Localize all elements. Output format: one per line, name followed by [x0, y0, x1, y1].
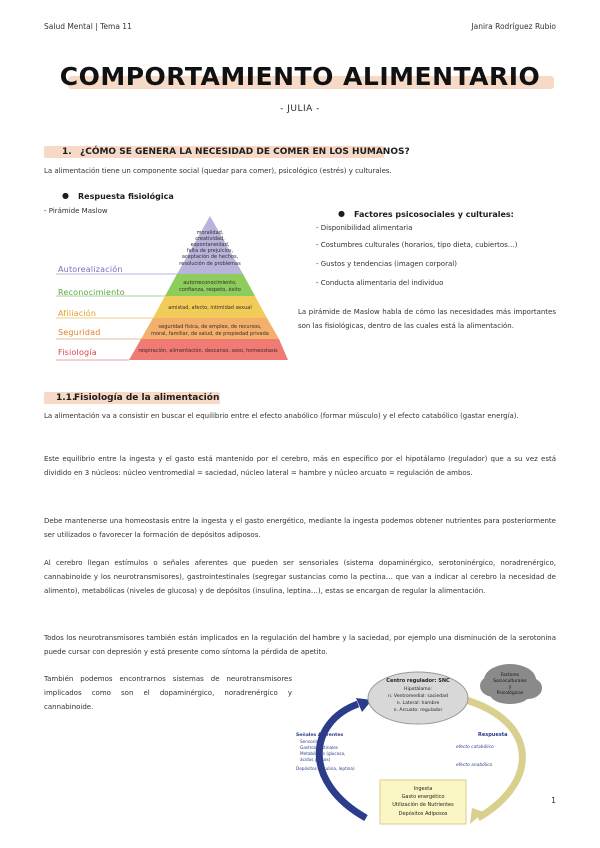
paragraph-last: También podemos encontrarnos sistemas de neurotransmisores implicados como son el dopaminérgico, noradrenérgico y cannabinoide. — [44, 675, 292, 711]
psycho-item-2: - Gustos y tendencias (imagen corporal) — [316, 260, 457, 268]
section11-number: 1.1. — [56, 393, 76, 403]
right-title: Respuesta — [478, 732, 508, 738]
psycho-item-1: - Costumbres culturales (horarios, tipo dieta, cubiertos…) — [316, 241, 518, 249]
center-line-3: n. Arcuato: regulador — [393, 708, 443, 713]
paragraph-3: Al cerebro llegan estímulos o señales aferentes que pueden ser sensoriales (sistema dopaminérgico, serotoninérgico, noradrenérgico, cannabinoide y los neurotransmisores), gastrointestinales (segregar sustancias como la pectina… que van a indicar al cerebro la necesidad de alimento), metabólicas (niveles de glucosa) y de depósitos (insulina, leptina…), estas se encargan de regular la alimentación. — [44, 559, 556, 595]
pyramid-text-esteem-1: confianza, respeto, éxito — [179, 287, 241, 293]
section1-number: 1. — [62, 147, 72, 157]
page-number: 1 — [551, 796, 557, 805]
section1-heading: ¿CÓMO SE GENERA LA NECESIDAD DE COMER EN LOS HUMANOS? — [80, 147, 410, 157]
left-line-3: ácidos grasos) — [300, 757, 331, 762]
center-line-2: n. Lateral: hambre — [396, 701, 440, 706]
pyramid-label-self: Autorealización — [58, 265, 123, 274]
psycho-item-0: - Disponibilidad alimentaria — [316, 224, 413, 232]
paragraph-0: La alimentación va a consistir en buscar el equilibrio entre el efecto anabólico (formar músculo) y el efecto catabólico (gastar energía). — [44, 412, 519, 420]
pyramid-text-self-0: moralidad, — [196, 230, 224, 236]
cloud-line-1: Socioculturales — [493, 679, 527, 684]
paragraph-1: Este equilibrio entre la ingesta y el gasto está mantenido por el cerebro, más en específico por el hipotálamo (regulador) que a su vez está dividido en 3 núcleos: núcleo ventromedial = saciedad, núcleo lateral = hambre y núcleo arcuato = regulación de ambos. — [44, 455, 556, 477]
cloud-line-2: y — [508, 685, 512, 690]
center-line-1: n. Ventromedial: saciedad — [388, 694, 448, 699]
pyramid-label-safety: Seguridad — [58, 328, 101, 337]
bottom-line-0: Ingesta — [413, 786, 433, 792]
psycho-item-3: - Conducta alimentaria del individuo — [316, 279, 444, 287]
bottom-line-1: Gasto energético — [401, 794, 445, 800]
center-line-0: Hipotálamo: — [404, 687, 432, 692]
cloud-line-0: Factores — [500, 673, 520, 678]
pyramid-label-physio: Fisiología — [58, 348, 97, 357]
pyramid-text-self-5: resolución de problemas — [179, 261, 241, 267]
pyramid-label-belonging: Afiliación — [58, 309, 97, 318]
maslow-label: - Pirámide Maslow — [44, 207, 108, 215]
header-left: Salud Mental | Tema 11 — [44, 22, 132, 31]
paragraph-2: Debe mantenerse una homeostasis entre la ingesta y el gasto energético, mediante la ingesta podemos obtener nutrientes para posteriormente ser utilizados o favorecer la formación de depósitos adiposos. — [44, 517, 556, 539]
left-line-0: Sensoriales — [300, 739, 325, 744]
feeding-regulation-diagram — [288, 662, 558, 838]
right-line-0: efecto catabólico — [456, 745, 494, 750]
pyramid-text-safety-0: seguridad física, de empleo, de recursos, — [158, 324, 262, 330]
right-line-1: efecto anabólico — [456, 763, 493, 768]
pyramid-text-physio-0: respiración, alimentación, descanso, sexo, homeostasis — [138, 348, 278, 354]
pyramid-text-self-2: espontaneidad, — [190, 242, 230, 248]
left-title: Señales Aferentes — [296, 733, 344, 738]
bottom-line-2: Utilización de Nutrientes — [392, 802, 454, 808]
left-line-4: Depósitos (insulina, leptina) — [296, 766, 355, 771]
section11-heading: Fisiología de la alimentación — [74, 393, 220, 403]
center-title: Centro regulador: SNC — [386, 678, 450, 684]
header-right: Janira Rodríguez Rubio — [471, 22, 556, 31]
page-title: COMPORTAMIENTO ALIMENTARIO — [59, 62, 541, 91]
pyramid-text-self-3: falta de prejuicios, — [186, 248, 234, 254]
left-line-2: Metabólicas (glucosa, — [300, 751, 346, 756]
physio-bullet-dot: ● — [62, 191, 69, 200]
left-line-1: Gastrointestinales — [300, 745, 338, 750]
pyramid-text-belonging-0: amistad, afecto, intimidad sexual — [168, 305, 252, 311]
bottom-line-3: Depósitos Adiposos — [398, 811, 448, 817]
cloud-line-3: Psicológicos — [496, 691, 524, 696]
pyramid-text-esteem-0: autorreconocimiento, — [183, 280, 237, 286]
pyramid-label-esteem: Reconocimiento — [58, 288, 125, 297]
psycho-bullet: Factores psicosociales y culturales: — [354, 210, 514, 219]
pyramid-text-safety-1: moral, familiar, de salud, de propiedad privada — [151, 331, 269, 337]
cycle-arrow-right — [466, 700, 522, 818]
pyramid-text-self-4: aceptación de hechos, — [181, 254, 239, 260]
page-subtitle: - JULIA - — [280, 104, 320, 114]
title-container — [0, 62, 600, 91]
psycho-note: La pirámide de Maslow habla de cómo las necesidades más importantes son las fisiológicas, dentro de las cuales está la alimentación. — [298, 308, 556, 330]
pyramid-text-self-1: creatividad, — [195, 236, 225, 242]
paragraph-4: Todos los neurotransmisores también están implicados en la regulación del hambre y la saciedad, por ejemplo una disminución de la serotonina puede cursar con depresión y está presente como síntoma la pérdida de apetito. — [44, 634, 556, 656]
physio-bullet: Respuesta fisiológica — [78, 192, 174, 201]
psycho-bullet-dot: ● — [338, 209, 345, 218]
maslow-pyramid — [56, 212, 288, 362]
cloud-factors — [480, 664, 542, 704]
section1-intro: La alimentación tiene un componente social (quedar para comer), psicológico (estrés) y culturales. — [44, 167, 392, 175]
